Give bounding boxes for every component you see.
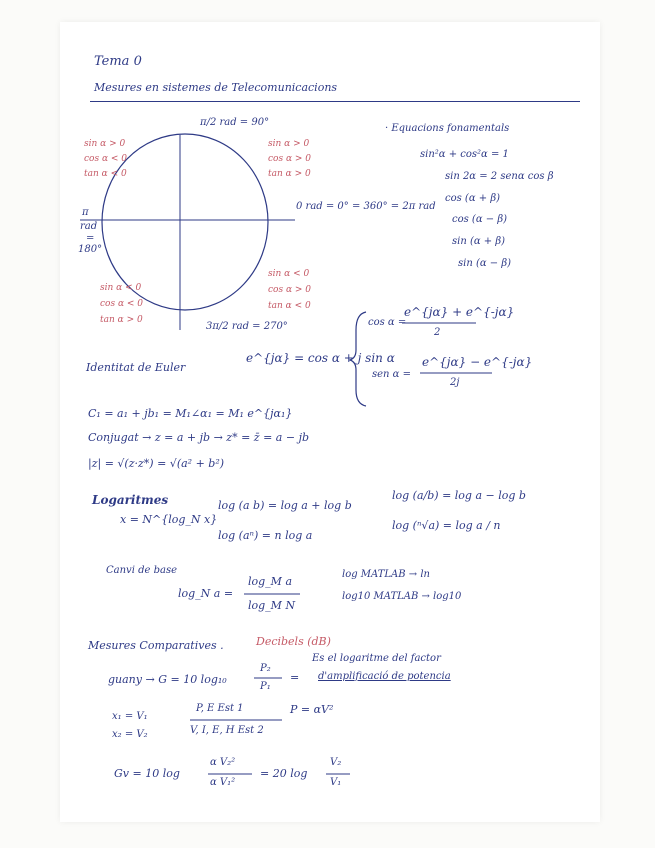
angle-180-rad: rad <box>80 221 98 232</box>
power-states-num: P, E Est 1 <box>196 703 244 714</box>
equations-title: · Equacions fonamentals <box>385 123 510 134</box>
equation-pythagorean: sin²α + cos²α = 1 <box>420 149 509 160</box>
q1-tan: tan α > 0 <box>268 169 311 179</box>
gain-lhs: guany → G = 10 log₁₀ <box>108 673 227 686</box>
q2-cos: cos α < 0 <box>84 154 128 164</box>
gv-den2: V₁ <box>330 777 342 788</box>
angle-270-label: 3π/2 rad = 270° <box>206 321 288 332</box>
euler-label: Identitat de Euler <box>86 361 186 374</box>
change-base-den: log_M N <box>248 599 296 612</box>
complex-conjugate: Conjugat → z = a + jb → z* = z̄ = a − jb <box>88 431 310 444</box>
euler-formula: e^{jα} = cos α + j sin α <box>246 351 395 365</box>
equation-sin-sum: sin (α + β) <box>452 236 506 247</box>
angle-180-deg: 180° <box>78 244 103 255</box>
euler-sin-lhs: sen α = <box>372 369 411 380</box>
q4-sin: sin α < 0 <box>268 269 310 279</box>
matlab-log10: log10 MATLAB → log10 <box>342 591 462 602</box>
q3-cos: cos α < 0 <box>100 299 144 309</box>
gv-den: α V₁² <box>210 777 236 788</box>
complex-modulus: |z| = √(z·z*) = √(a² + b²) <box>88 457 225 470</box>
gain-description-1: Es el logaritme del factor <box>312 653 441 664</box>
db-title-decibels: Decibels (dB) <box>256 635 331 648</box>
x2-def: x₂ = V₂ <box>112 729 148 740</box>
logs-title: Logaritmes <box>92 493 169 507</box>
topic-title: Tema 0 <box>94 54 142 69</box>
q1-sin: sin α > 0 <box>268 139 310 149</box>
gv-lhs: Gv = 10 log <box>114 767 180 780</box>
equation-cos-diff: cos (α − β) <box>452 214 508 225</box>
q2-tan: tan α < 0 <box>84 169 127 179</box>
angle-90-label: π/2 rad = 90° <box>200 117 270 128</box>
logs-product: log (a b) = log a + log b <box>218 499 352 512</box>
gain-description-2: d'amplificació de potencia <box>318 671 451 682</box>
q3-sin: sin α < 0 <box>100 283 142 293</box>
euler-cos-den: 2 <box>434 327 441 338</box>
equation-sin2a: sin 2α = 2 senα cos β <box>445 171 554 182</box>
equation-sin-diff: sin (α − β) <box>458 258 512 269</box>
change-base-lhs: log_N a = <box>178 587 234 600</box>
equation-cos-sum: cos (α + β) <box>445 193 501 204</box>
euler-sin-num: e^{jα} − e^{-jα} <box>422 355 533 369</box>
gain-den: P₁ <box>260 681 271 692</box>
gain-eq: = <box>290 671 300 684</box>
gv-num: α V₂² <box>210 757 236 768</box>
angle-180-eq: = <box>86 233 95 244</box>
db-title: Mesures Comparatives . <box>88 639 224 652</box>
gain-num: P₂ <box>260 663 271 674</box>
logs-quotient: log (a/b) = log a − log b <box>392 489 526 502</box>
logs-power: log (aⁿ) = n log a <box>218 529 313 542</box>
gv-mid: = 20 log <box>260 767 308 780</box>
complex-polar: C₁ = a₁ + jb₁ = M₁∠α₁ = M₁ e^{jα₁} <box>88 407 293 420</box>
euler-cos-lhs: cos α = <box>368 317 407 328</box>
q4-tan: tan α < 0 <box>268 301 311 311</box>
q1-cos: cos α > 0 <box>268 154 312 164</box>
angle-0-label: 0 rad = 0° = 360° = 2π rad <box>296 201 436 212</box>
change-base-label: Canvi de base <box>106 565 177 576</box>
angle-180-pi: π <box>82 207 89 218</box>
q4-cos: cos α > 0 <box>268 285 312 295</box>
subtitle: Mesures en sistemes de Telecomunicacions <box>94 81 338 94</box>
gv-num2: V₂ <box>330 757 342 768</box>
power-states-den: V, I, E, H Est 2 <box>190 725 264 736</box>
q2-sin: sin α > 0 <box>84 139 126 149</box>
logs-root: log (ⁿ√a) = log a / n <box>392 519 501 532</box>
q3-tan: tan α > 0 <box>100 315 143 325</box>
euler-cos-num: e^{jα} + e^{-jα} <box>404 305 515 319</box>
power-relation: P = αV² <box>290 703 334 716</box>
matlab-ln: log MATLAB → ln <box>342 569 430 580</box>
x1-def: x₁ = V₁ <box>112 711 148 722</box>
euler-sin-den: 2j <box>450 377 460 388</box>
change-base-num: log_M a <box>248 575 292 588</box>
logs-definition: x = N^{log_N x} <box>120 513 218 526</box>
